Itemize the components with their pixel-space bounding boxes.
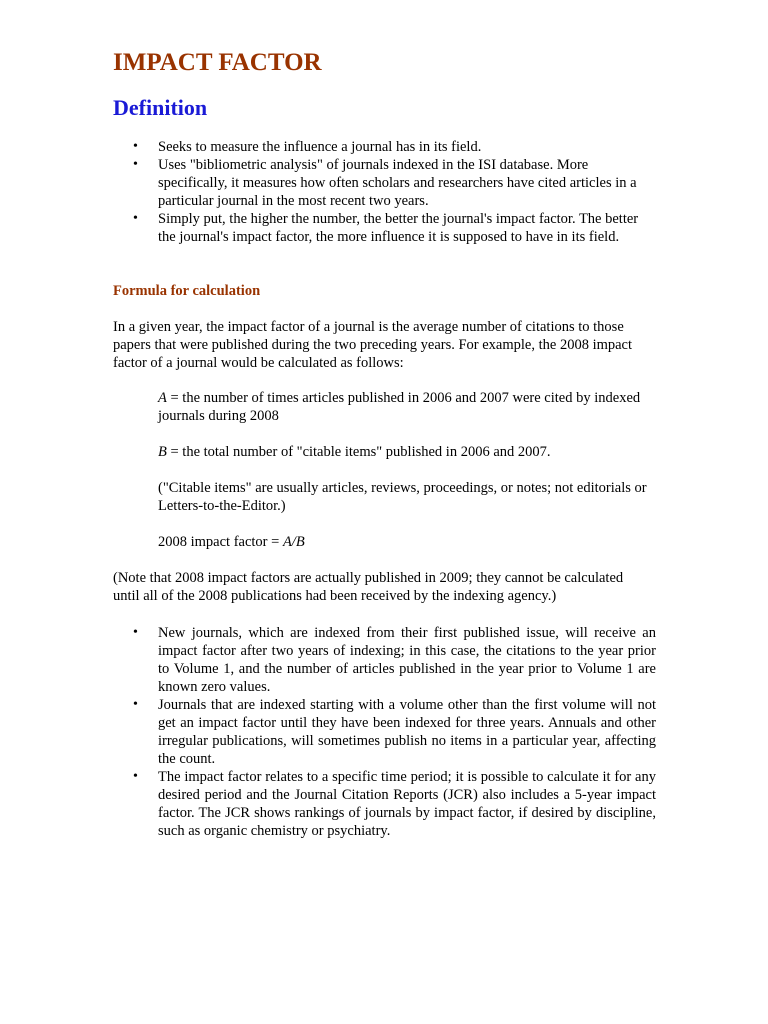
additional-point: • Journals that are indexed starting with a volume other than the first volume will not get an impact factor until they have been indexed for three years. Annuals and other irregular publications, will sometimes publish no items in a particular year, affecting the count. [113,696,656,768]
formula-label: 2008 impact factor = [158,534,283,550]
definition-a-text: = the number of times articles published in 2006 and 2007 were cited by indexed journals during 2008 [158,390,641,424]
document-title: IMPACT FACTOR [113,49,322,76]
definition-point: • Seeks to measure the influence a journal has in its field. [113,138,645,156]
definition-point: • Uses "bibliometric analysis" of journals indexed in the ISI database. More specifically, it measures how often scholars and researchers have cited articles in a particular journal in the most recent two years. [113,156,645,210]
variable-b: B [158,444,167,460]
definition-b [158,443,648,461]
publication-note: (Note that 2008 impact factors are actually published in 2009; they cannot be calculated until all of the 2008 publications had been received by the indexing agency.) [113,570,624,604]
definition-list [113,138,645,246]
definition-point: • Simply put, the higher the number, the better the journal's impact factor. The better the journal's impact factor, the more influence it is supposed to have in its field. [113,210,645,246]
formula-expression: A/B [282,534,305,550]
definition-b-text: = the total number of "citable items" published in 2006 and 2007. [166,444,551,460]
citable-items-note: ("Citable items" are usually articles, reviews, proceedings, or notes; not editorials or Letters-to-the-Editor.) [158,480,647,514]
additional-point: • New journals, which are indexed from their first published issue, will receive an impact factor after two years of indexing; in this case, the citations to the year prior to Volume 1, and the number of articles published in the year prior to Volume 1 are known zero values. [113,624,656,696]
intro-paragraph: In a given year, the impact factor of a journal is the average number of citations to those papers that were published during the two preceding years. For example, the 2008 impact factor of a journal would be calculated as follows: [113,319,633,371]
formula-heading: Formula for calculation [113,283,261,299]
formula-line [158,533,648,551]
additional-point: • The impact factor relates to a specific time period; it is possible to calculate it for any desired period and the Journal Citation Reports (JCR) also includes a 5-year impact factor. The JCR shows rankings of journals by impact factor, if desired by discipline, such as organic chemistry or psychiatry. [113,768,656,840]
variable-a: A [158,390,167,406]
additional-points-list [113,624,656,840]
definition-a [158,389,648,425]
definition-heading: Definition [113,95,208,120]
